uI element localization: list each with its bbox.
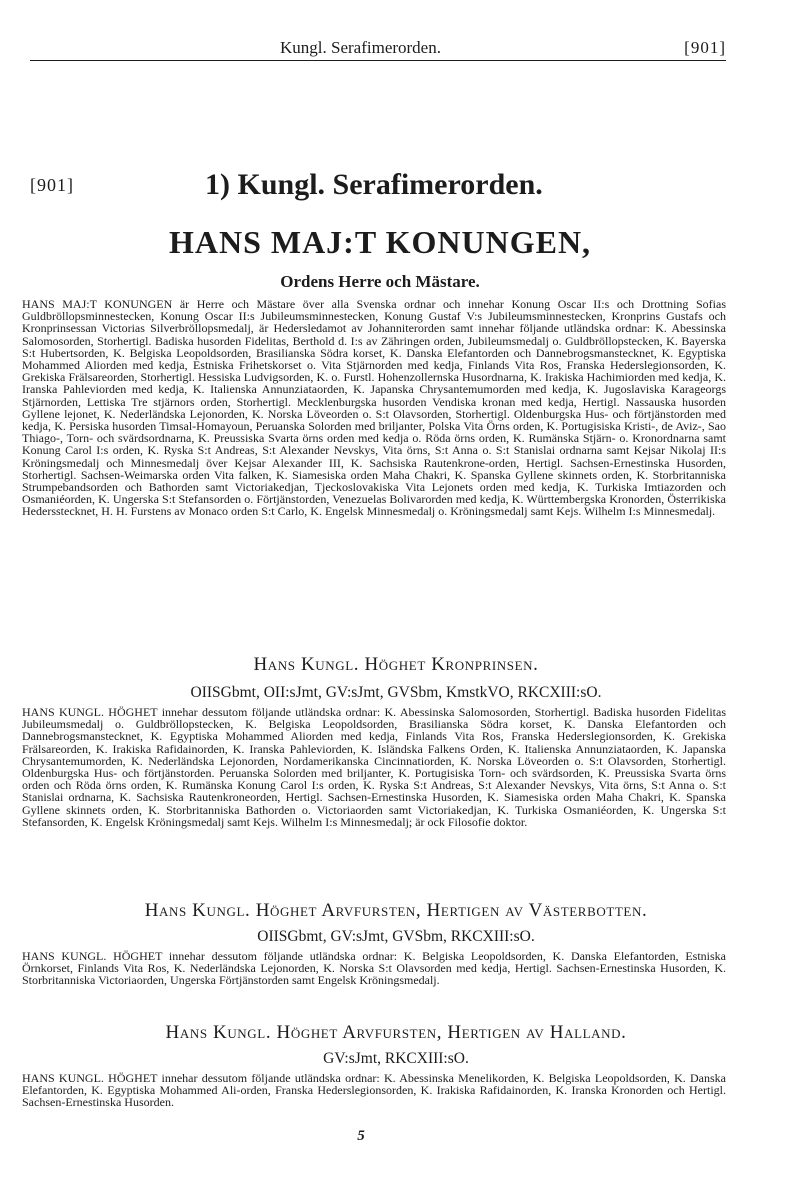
order-title: 1) Kungl. Serafimerorden. bbox=[205, 168, 543, 201]
running-header bbox=[30, 36, 726, 61]
section-abbrev-vasterbotten: OIISGbmt, GV:sJmt, GVSbm, RKCXIII:sO. bbox=[257, 928, 535, 945]
page-number: 5 bbox=[357, 1128, 365, 1144]
side-section-number: [901] bbox=[30, 175, 74, 195]
section-text-halland: HANS KUNGL. HÖGHET innehar dessutom följande utländska ordnar: K. Abessinska Menelikorden, K. Belgiska Leopoldsorden, K. Danska Elefantorden, K. Egyptiska Mohammed Ali-orden, Franska Hederslegionsorden, K. Irakiska Rafidainorden, K. Iranska Kronorden och Hertigl. Sachsen-Ernestinska Husorden. bbox=[22, 1071, 726, 1110]
section-abbrev-kronprinsen: OIISGbmt, OII:sJmt, GV:sJmt, GVSbm, KmstkVO, RKCXIII:sO. bbox=[190, 684, 602, 701]
king-heading: HANS MAJ:T KONUNGEN, bbox=[168, 224, 592, 260]
section-text-vasterbotten: HANS KUNGL. HÖGHET innehar dessutom följande utländska ordnar: K. Belgiska Leopoldsorden, K. Danska Elefantorden, Estniska Örnkorset, Finlands Vita Ros, K. Nederländska Lejonorden, K. Norska S:t Olavsorden med kedja, Hertigl. Sachsen-Ernestinska Husorden, K. Storbritanniska Victoriaorden, Ungerska Förtjänstorden samt Engelsk Kröningsmedalj. bbox=[22, 949, 726, 988]
section-title-kronprinsen: Hans Kungl. Höghet Kronprinsen. bbox=[253, 654, 539, 675]
section-title-vasterbotten: Hans Kungl. Höghet Arvfursten, Hertigen av Västerbotten. bbox=[144, 900, 648, 921]
king-orders-paragraph: HANS MAJ:T KONUNGEN är Herre och Mästare över alla Svenska ordnar och innehar Konung Oscar II:s och Drottning Sofias Guldbröllopsminnestecken, Konung Oscar II:s Jubileumsminnestecken, Konung Gustaf V:s Jubileumsminnestecken, Kronprins Gustafs och Kronprinsessan Victorias Silverbröllopsmedalj, är Hedersledamot av Johanniterorden samt innehar följande utländska ordnar: K. Abessinska Salomosorden, Storhertigl. Badiska husorden Fidelitas, Berthold d. I:s av Zähringen orden, Jubileumsmedalj o. Guldbröllopstecken, K. Bayerska S:t Hubertsorden, K. Belgiska Leopoldsorden, Brasilianska Södra korset, K. Danska Elefantorden och Dannebrogsmanstecknet, K. Egyptiska Mohammed Aliorden med kedja, Estniska Frihetskorset o. Vita Stjärnorden med kedja, Finlands Vita Ros, Franska Hederslegionsorden, K. Grekiska Frälsareorden, Storhertigl. Hessiska Ludvigsorden, K. o. Furstl. Hohenzollernska Husordnarna, K. Irakiska Hachimiorden med kedja, K. Iranska Pahleviorden med kedja, K. Italienska Annunziataorden, K. Japanska Chrysantemumorden med kedja, K. Jugoslaviska Karageorgs Stjärnorden, Lettiska Tre stjärnors orden, Storhertigl. Mecklenburgska husorden Vendiska kronan med kedja, Hertigl. Nassauska husorden Gyllene lejonet, K. Nederländska Lejonorden, K. Norska Löveorden o. S:t Olavsorden, Storhertigl. Oldenburgska Hus- och förtjänstorden med kedja, K. Persiska husorden Timsal-Homayoun, Peruanska Solorden med briljanter, Polska Vita Örns orden, K. Portugisiska Kristi-, de Aviz-, Sao Thiago-, Torn- och svärdsordnarna, K. Preussiska Svarta örns orden med kedja o. Röda örns orden, K. Rumänska Stjärn- o. Kronordnarna samt Konung Carol I:s orden, K. Ryska S:t Andreas, S:t Alexander Nevskys, Vita örns, S:t Anna o. S:t Stanislai ordnarna samt Kejsar Nikolaj II:s Kröningsmedalj och Minnesmedalj över Kejsar Alexander III, K. Sachsiska Rautenkrone-orden, Hertigl. Sachsen-Ernestinska Husorden, Storhertigl. Sachsen-Weimarska orden Vita falken, K. Siamesiska orden Maha Chakri, K. Spanska Gyllene skinnets orden, K. Storbritanniska Strumpebandsorden och Bathorden samt Victoriakedjan, Tjeckoslovakiska Vita Lejonets orden med kedja, K. Turkiska Imtiazorden och Osmaniéorden, K. Ungerska S:t Stefansorden o. Förtjänstorden, Venezuelas Bolivarorden med kedja, K. Württembergska Kronorden, Österrikiska Hedersstecknet, H. H. Furstens av Monaco orden S:t Carlo, K. Engelsk Minnesmedalj o. Kröningsmedalj samt Kejs. Wilhelm I:s Minnesmedalj. bbox=[22, 297, 726, 519]
section-abbrev-halland: GV:sJmt, RKCXIII:sO. bbox=[323, 1050, 469, 1067]
running-header-title: Kungl. Serafimerorden. bbox=[280, 38, 441, 57]
running-header-page-ref: [901] bbox=[684, 38, 726, 57]
king-subheading: Ordens Herre och Mästare. bbox=[280, 272, 480, 291]
section-text-kronprinsen: HANS KUNGL. HÖGHET innehar dessutom följande utländska ordnar: K. Abessinska Salomosorden, Storhertigl. Badiska husorden Fidelitas Jubileumsmedalj o. Guldbröllopstecken, K. Belgiska Leopoldsorden, Brasilianska Södra korset, K. Danska Elefantorden och Dannebrogsmanstecknet, K. Egyptiska Mohammed Aliorden med kedja, Finlands Vita Ros, Franska Hederslegionsorden, K. Grekiska Frälsareorden, K. Irakiska Rafidainorden, K. Iranska Pahleviorden, K. Isländska Falkens Orden, K. Italienska Annunziataorden, K. Japanska Chrysantemumorden, K. Nederländska Lejonorden, Nordamerikanska Cincinnatiorden, K. Norska Löveorden o. S:t Olavsorden, Storhertigl. Oldenburgska Hus- och förtjänstorden. Peruanska Solorden med briljanter, K. Portugisiska Torn- och svärdsorden, K. Preussiska Svarta örns orden och Röda örns orden, K. Rumänska Konung Carol I:s orden, K. Ryska S:t Andreas, S:t Alexander Nevskys, Vita örns, S:t Anna o. S:t Stanislai ordnarna, K. Sachsiska Rautenkroneorden, Hertigl. Sachsen-Ernestinska Husorden, K. Siamesiska orden Maha Chakri, K. Spanska Gyllene skinnets orden, K. Storbritanniska Bathorden o. Victoriaorden samt Victoriakedjan, K. Turkiska Osmaniéorden, K. Ungerska S:t Stefansorden, K. Engelsk Kröningsmedalj samt Kejs. Wilhelm I:s Minnesmedalj; är ock Filosofie doktor. bbox=[22, 705, 726, 829]
section-title-halland: Hans Kungl. Höghet Arvfursten, Hertigen av Halland. bbox=[165, 1022, 627, 1043]
